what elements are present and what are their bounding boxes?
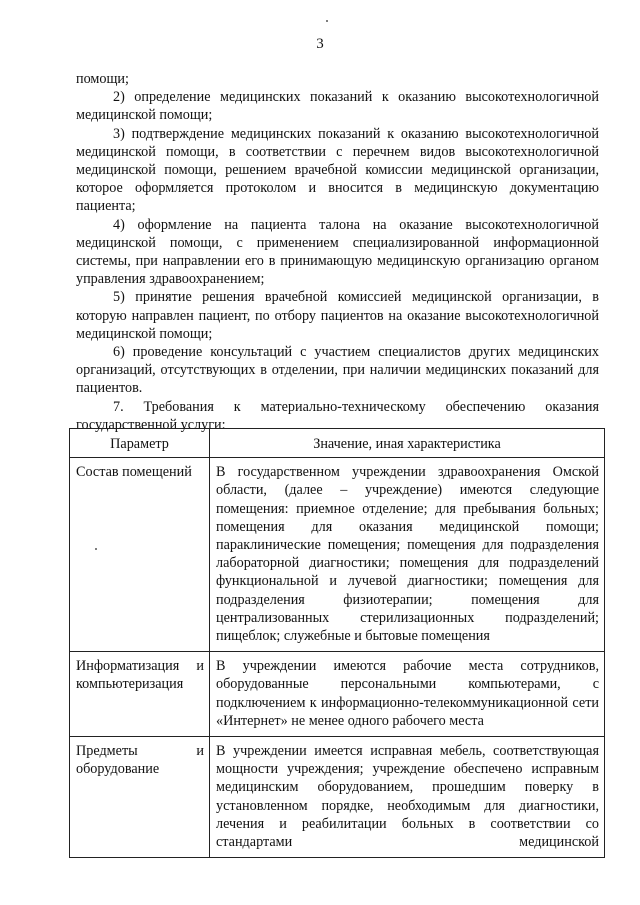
scan-speck	[95, 548, 97, 550]
paragraph-item-3: 3) подтверждение медицинских показаний к оказанию высокотехнологичной медицинской помощи, в соответствии с перечнем видов высокотехнологичной медицинской помощи, решением врачебной комиссии медицинской организации, которое оформляется протоколом и вносится в медицинскую документацию пациента;	[76, 125, 599, 215]
table-cell-parameter: Предметы и оборудование	[70, 737, 210, 858]
paragraph-item-4: 4) оформление на пациента талона на оказание высокотехнологичной медицинской помощи, с применением специализированной информационной системы, при направлении его в принимающую медицинскую организацию органом управления здравоохранением;	[76, 216, 599, 288]
paragraph-continuation: помощи;	[76, 71, 129, 87]
requirements-table	[69, 428, 605, 858]
paragraph-item-6: 6) проведение консультаций с участием специалистов других медицинских организаций, отсутствующих в отделении, при наличии медицинских показаний для пациентов.	[76, 344, 599, 397]
table-header-row	[70, 429, 605, 458]
paragraph-item-2: 2) определение медицинских показаний к оказанию высокотехнологичной медицинской помощи;	[76, 89, 599, 124]
table-cell-value: В учреждении имеется исправная мебель, соответствующая мощности учреждения; учреждение обеспечено исправным медицинским оборудованием, прошедшим поверку в установленном порядке, необходимым для диагностики, лечения и реабилитации больных в соответствии со стандартами медицинской	[210, 737, 605, 858]
paragraph-section-7: 7. Требования к материально-техническому обеспечению оказания государственной услуги:	[76, 398, 599, 433]
page-number: 3	[316, 36, 324, 52]
table-header-value: Значение, иная характеристика	[210, 429, 605, 458]
table-cell-value: В учреждении имеются рабочие места сотрудников, оборудованные персональными компьютерами, с подключением к информационно-телекоммуникационной сети «Интернет» не менее одного рабочего места	[210, 652, 605, 737]
table-cell-parameter: Состав помещений	[70, 458, 210, 652]
paragraph-item-5: 5) принятие решения врачебной комиссией медицинской организации, в которую направлен пациент, по отбору пациентов на оказание высокотехнологичной медицинской помощи;	[76, 289, 599, 342]
table-header-parameter: Параметр	[70, 429, 210, 458]
table-row	[70, 652, 605, 737]
table-cell-parameter: Информатизация и компьютеризация	[70, 652, 210, 737]
table-row	[70, 458, 605, 652]
table-row	[70, 737, 605, 858]
document-body	[76, 70, 599, 434]
scan-speck	[326, 20, 328, 22]
table-cell-value: В государственном учреждении здравоохранения Омской области, (далее – учреждение) имеются следующие помещения: приемное отделение; для пребывания больных; помещения для оказания медицинской помощи; параклинические помещения; помещения для подразделения лабораторной диагностики; помещения для подразделений функциональной и лучевой диагностики; помещения для подразделения физиотерапии; помещения для централизованных стерилизационных подразделений; пищеблок; служебные и бытовые помещения	[210, 458, 605, 652]
